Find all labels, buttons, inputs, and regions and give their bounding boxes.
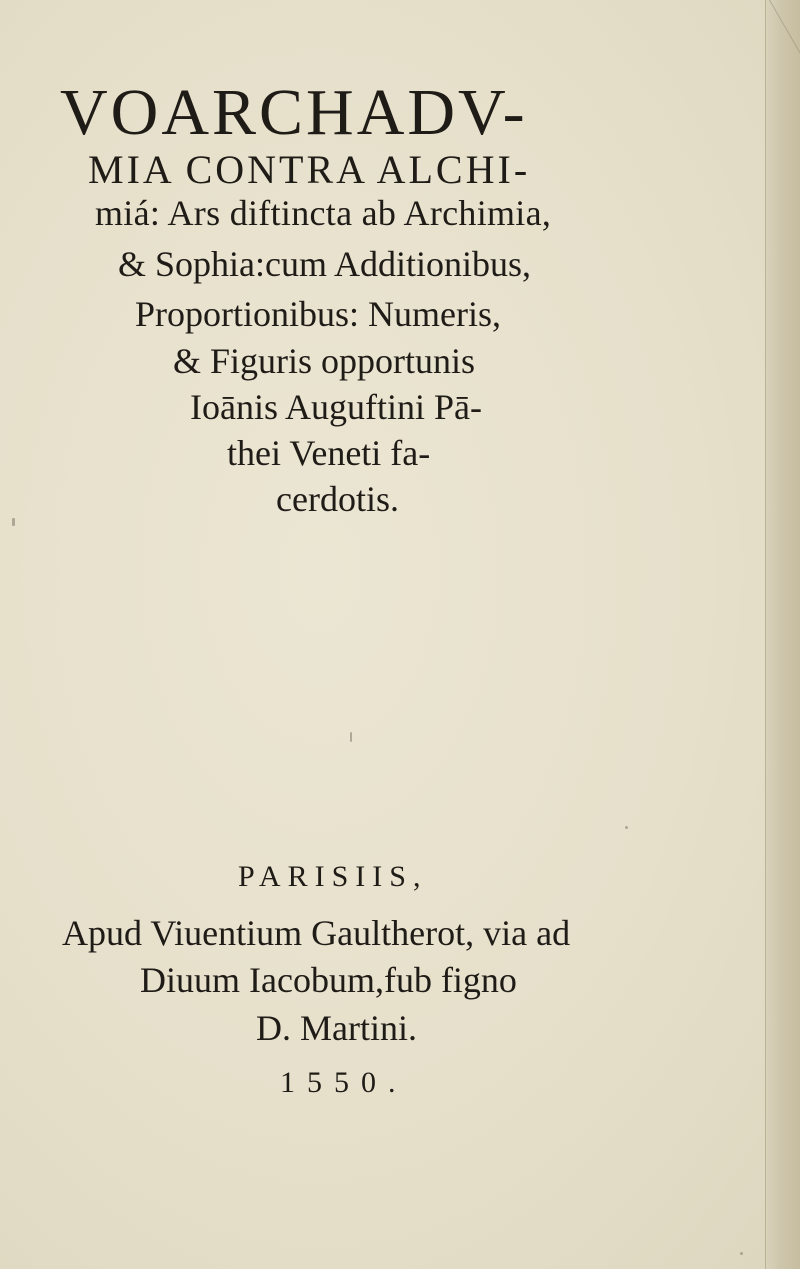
imprint-printer: Apud Viuentium Gaultherot, via ad bbox=[62, 913, 571, 953]
paper-speck bbox=[740, 1252, 743, 1255]
page-edge bbox=[765, 0, 800, 1269]
paper-speck bbox=[12, 518, 15, 526]
title-line-6: & Figuris opportunis bbox=[173, 341, 476, 381]
paper-speck bbox=[625, 826, 628, 829]
paper-speck bbox=[350, 732, 352, 742]
title-line-7: Ioānis Auguftini Pā- bbox=[190, 387, 482, 427]
title-line-8: thei Veneti fa- bbox=[227, 433, 431, 473]
imprint-sign: D. Martini. bbox=[256, 1008, 417, 1048]
imprint-year: 1550. bbox=[280, 1066, 408, 1099]
title-line-1: VOARCHADV- bbox=[60, 76, 528, 149]
title-line-2: MIA CONTRA ALCHI- bbox=[88, 147, 531, 192]
title-line-9: cerdotis. bbox=[276, 479, 399, 519]
imprint-city: PARISIIS, bbox=[238, 860, 428, 893]
title-line-3: miá: Ars diftincta ab Archimia, bbox=[95, 193, 552, 233]
imprint-address: Diuum Iacobum,fub figno bbox=[140, 960, 517, 1000]
title-line-5: Proportionibus: Numeris, bbox=[135, 294, 501, 334]
title-line-4: & Sophia:cum Additionibus, bbox=[118, 244, 532, 284]
